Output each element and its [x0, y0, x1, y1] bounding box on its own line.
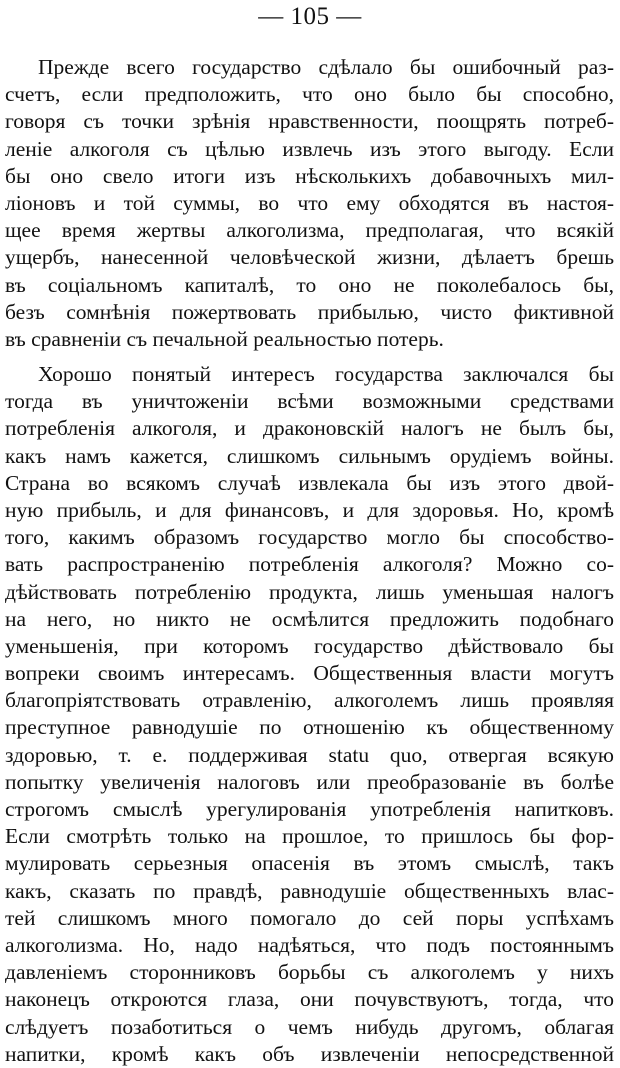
text-line: въ сравненіи съ печальной реальностью потерь. [5, 326, 444, 351]
text-line: Прежде всего государство сдѣлало бы ошибочный раз- [38, 55, 614, 79]
text-line: ную прибыль, и для финансовъ, и для здоровья. Но, кромѣ [5, 497, 614, 522]
text-line: попытку увеличенія налоговъ или преобразованіе въ болѣе [5, 769, 614, 794]
text-line: благопріятствовать отравленію, алкоголемъ лишь проявляя [5, 688, 614, 713]
text-line: напитки, кромѣ какъ объ извлеченіи непосредственной [5, 1041, 614, 1066]
text-line: въ соціальномъ капиталѣ, то оно не поколебалось бы, [5, 272, 614, 297]
text-line: какъ намъ кажется, слишкомъ сильнымъ орудіемъ войны. [5, 443, 614, 468]
text-line: дѣйствовать потребленію продукта, лишь уменьшая налогъ [5, 579, 614, 604]
text-line: Хорошо понятый интересъ государства заключался бы [38, 362, 614, 386]
page-number: — 105 — [258, 3, 362, 30]
text-line: здоровью, т. е. поддерживая statu quo, отвергая всякую [5, 742, 614, 767]
text-line: вопреки своимъ интересамъ. Общественныя власти могутъ [5, 661, 614, 686]
text-line: вать распространенію потребленія алкоголя? Можно со- [5, 552, 614, 577]
text-line: Страна во всякомъ случаѣ извлекала бы изъ этого двой- [5, 470, 614, 495]
text-line: давленіемъ сторонниковъ борьбы съ алкоголемъ у нихъ [5, 960, 614, 985]
text-line: бы оно свело итоги изъ нѣсколькихъ добавочныхъ мил- [5, 163, 614, 188]
text-line: потребленія алкоголя, и драконовскій налогъ не былъ бы, [5, 416, 614, 441]
text-line: наконецъ откроются глаза, они почувствуютъ, тогда, что [5, 987, 614, 1012]
text-line: ущербъ, нанесенной человѣческой жизни, дѣлаетъ брешь [5, 245, 614, 270]
text-line: ліоновъ и той суммы, во что ему обходятся въ настоя- [5, 190, 614, 215]
text-line: алкоголизма. Но, надо надѣяться, что подъ постояннымъ [5, 932, 614, 957]
paragraph-2 [0, 361, 620, 1068]
text-line: преступное равнодушіе по отношенію къ общественному [5, 715, 614, 740]
text-line: безъ сомнѣнія пожертвовать прибылью, чисто фиктивной [5, 299, 614, 324]
text-line: Если смотрѣть только на прошлое, то пришлось бы фор- [5, 824, 614, 849]
paragraph-1 [0, 54, 620, 353]
text-line: щее время жертвы алкоголизма, предполагая, что всякій [5, 218, 614, 243]
text-line: тогда въ уничтоженіи всѣми возможными средствами [5, 389, 614, 414]
text-line: леніе алкоголя съ цѣлью извлечь изъ этого выгоду. Если [5, 136, 614, 161]
text-line: тей слишкомъ много помогало до сей поры успѣхамъ [5, 905, 614, 930]
text-line: уменьшенія, при которомъ государство дѣйствовало бы [5, 633, 614, 658]
text-line: слѣдуетъ позаботиться о чемъ нибудь другомъ, облагая [5, 1014, 614, 1039]
text-line: какъ, сказать по правдѣ, равнодушіе общественныхъ влас- [5, 878, 614, 903]
text-line: говоря съ точки зрѣнія нравственности, поощрять потреб- [5, 109, 614, 134]
text-line: мулировать серьезныя опасенія въ этомъ смыслѣ, такъ [5, 851, 614, 876]
text-line: счетъ, если предположить, что оно было бы способно, [5, 82, 614, 107]
text-line: на него, но никто не осмѣлится предложить подобнаго [5, 606, 614, 631]
text-line: строгомъ смыслѣ урегулированія употребленія напитковъ. [5, 797, 614, 821]
text-line: того, какимъ образомъ государство могло бы способство- [5, 525, 614, 550]
